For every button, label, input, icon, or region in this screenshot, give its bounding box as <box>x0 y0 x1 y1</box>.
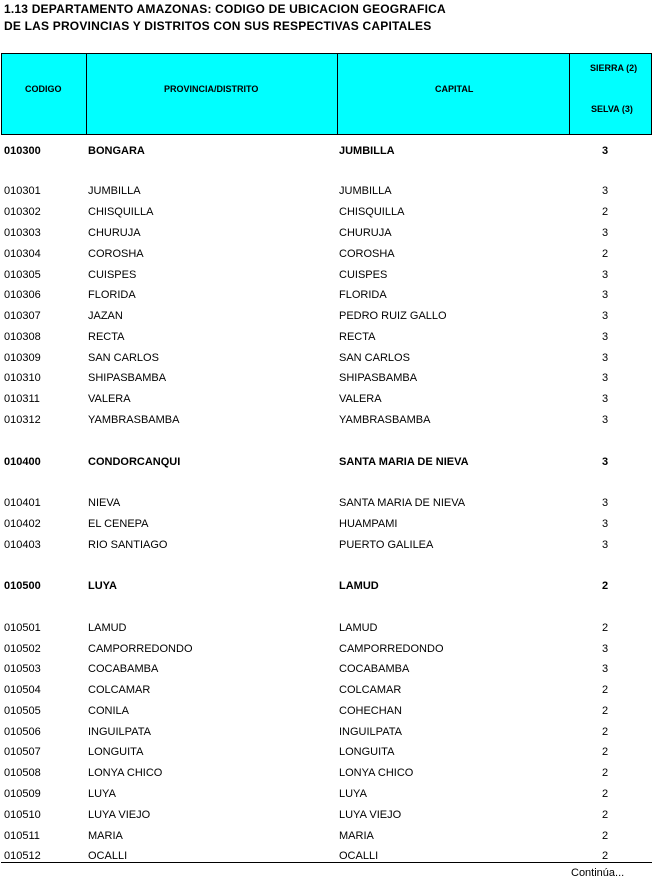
table-row <box>0 663 656 677</box>
cell-provincia-distrito: CHURUJA <box>88 227 141 239</box>
cell-region: 2 <box>601 726 609 738</box>
cell-codigo: 010505 <box>4 705 41 717</box>
header-capital: CAPITAL <box>435 84 474 94</box>
cell-capital: LUYA VIEJO <box>339 809 402 821</box>
cell-provincia-distrito: RIO SANTIAGO <box>88 539 168 551</box>
cell-region: 3 <box>601 227 609 239</box>
cell-provincia-distrito: LUYA <box>88 788 116 800</box>
cell-provincia-distrito: CONILA <box>88 705 129 717</box>
cell-capital: YAMBRASBAMBA <box>339 414 431 426</box>
cell-region: 3 <box>601 289 609 301</box>
table-row <box>0 539 656 553</box>
cell-provincia-distrito: FLORIDA <box>88 289 136 301</box>
cell-capital: LONYA CHICO <box>339 767 414 779</box>
cell-codigo: 010403 <box>4 539 41 551</box>
cell-codigo: 010506 <box>4 726 41 738</box>
cell-capital: LONGUITA <box>339 746 395 758</box>
table-row <box>0 289 656 303</box>
cell-capital: COROSHA <box>339 248 395 260</box>
cell-codigo: 010502 <box>4 643 41 655</box>
cell-capital: PUERTO GALILEA <box>339 539 434 551</box>
cell-provincia-distrito: JUMBILLA <box>88 185 141 197</box>
cell-capital: SANTA MARIA DE NIEVA <box>339 497 466 509</box>
cell-provincia-distrito: RECTA <box>88 331 125 343</box>
table-bottom-rule <box>1 862 652 863</box>
cell-region: 2 <box>601 746 609 758</box>
cell-codigo: 010511 <box>4 830 40 842</box>
page-subtitle: DE LAS PROVINCIAS Y DISTRITOS CON SUS RESPECTIVAS CAPITALES <box>4 19 432 33</box>
cell-codigo: 010400 <box>4 456 41 468</box>
cell-region: 2 <box>601 684 609 696</box>
table-row <box>0 497 656 511</box>
table-row <box>0 185 656 199</box>
cell-provincia-distrito: CUISPES <box>88 269 137 281</box>
cell-capital: CHISQUILLA <box>339 206 405 218</box>
cell-region: 2 <box>601 767 609 779</box>
cell-region: 2 <box>601 809 609 821</box>
cell-codigo: 010508 <box>4 767 41 779</box>
cell-codigo: 010303 <box>4 227 41 239</box>
cell-capital: SAN CARLOS <box>339 352 410 364</box>
table-row <box>0 809 656 823</box>
cell-provincia-distrito: CHISQUILLA <box>88 206 154 218</box>
table-row <box>0 726 656 740</box>
cell-capital: COCABAMBA <box>339 663 410 675</box>
cell-region: 3 <box>601 643 609 655</box>
cell-codigo: 010307 <box>4 310 41 322</box>
header-codigo: CODIGO <box>25 84 62 94</box>
cell-codigo: 010311 <box>4 393 40 405</box>
cell-capital: VALERA <box>339 393 382 405</box>
cell-codigo: 010304 <box>4 248 41 260</box>
cell-codigo: 010309 <box>4 352 41 364</box>
cell-capital: COHECHAN <box>339 705 402 717</box>
cell-codigo: 010500 <box>4 580 41 592</box>
cell-region: 2 <box>601 830 609 842</box>
cell-capital: PEDRO RUIZ GALLO <box>339 310 447 322</box>
cell-provincia-distrito: INGUILPATA <box>88 726 151 738</box>
cell-provincia-distrito: MARIA <box>88 830 123 842</box>
table-row <box>0 310 656 324</box>
cell-provincia-distrito: LONYA CHICO <box>88 767 163 779</box>
table-row <box>0 767 656 781</box>
cell-capital: SANTA MARIA DE NIEVA <box>339 456 469 468</box>
cell-provincia-distrito: VALERA <box>88 393 131 405</box>
cell-provincia-distrito: JAZAN <box>88 310 123 322</box>
cell-codigo: 010301 <box>4 185 41 197</box>
table-row <box>0 518 656 532</box>
cell-codigo: 010302 <box>4 206 41 218</box>
cell-codigo: 010504 <box>4 684 41 696</box>
cell-region: 3 <box>601 663 609 675</box>
cell-codigo: 010507 <box>4 746 41 758</box>
cell-codigo: 010503 <box>4 663 41 675</box>
cell-capital: INGUILPATA <box>339 726 402 738</box>
cell-region: 3 <box>601 145 609 157</box>
cell-codigo: 010510 <box>4 809 41 821</box>
cell-capital: CAMPORREDONDO <box>339 643 444 655</box>
cell-region: 2 <box>601 850 609 862</box>
cell-region: 2 <box>601 248 609 260</box>
cell-region: 3 <box>601 539 609 551</box>
cell-provincia-distrito: LONGUITA <box>88 746 144 758</box>
cell-codigo: 010306 <box>4 289 41 301</box>
cell-capital: JUMBILLA <box>339 185 392 197</box>
cell-capital: RECTA <box>339 331 376 343</box>
cell-codigo: 010402 <box>4 518 41 530</box>
cell-capital: SHIPASBAMBA <box>339 372 418 384</box>
table-row <box>0 393 656 407</box>
cell-codigo: 010509 <box>4 788 41 800</box>
table-row <box>0 331 656 345</box>
cell-provincia-distrito: OCALLI <box>88 850 128 862</box>
cell-region: 3 <box>601 352 609 364</box>
cell-codigo: 010310 <box>4 372 41 384</box>
table-row <box>0 372 656 386</box>
table-row <box>0 269 656 283</box>
cell-region: 3 <box>601 518 609 530</box>
cell-capital: MARIA <box>339 830 374 842</box>
cell-capital: OCALLI <box>339 850 379 862</box>
table-row <box>0 684 656 698</box>
cell-region: 2 <box>601 705 609 717</box>
table-header <box>1 53 652 135</box>
continued-note: Continúa... <box>571 867 625 879</box>
cell-provincia-distrito: SAN CARLOS <box>88 352 159 364</box>
cell-capital: LAMUD <box>339 622 378 634</box>
cell-codigo: 010501 <box>4 622 41 634</box>
cell-provincia-distrito: YAMBRASBAMBA <box>88 414 180 426</box>
table-row <box>0 788 656 802</box>
cell-provincia-distrito: SHIPASBAMBA <box>88 372 167 384</box>
cell-provincia-distrito: BONGARA <box>88 145 145 157</box>
province-row <box>0 456 656 470</box>
cell-capital: COLCAMAR <box>339 684 402 696</box>
cell-region: 3 <box>601 269 609 281</box>
cell-provincia-distrito: EL CENEPA <box>88 518 149 530</box>
table-row <box>0 830 656 844</box>
header-sierra: SIERRA (2) <box>590 63 638 73</box>
page-title: 1.13 DEPARTAMENTO AMAZONAS: CODIGO DE UBICACION GEOGRAFICA <box>4 2 446 16</box>
cell-region: 3 <box>601 497 609 509</box>
cell-region: 2 <box>601 580 609 592</box>
cell-capital: LAMUD <box>339 580 379 592</box>
cell-provincia-distrito: LUYA VIEJO <box>88 809 151 821</box>
cell-capital: CHURUJA <box>339 227 392 239</box>
cell-provincia-distrito: LAMUD <box>88 622 127 634</box>
cell-provincia-distrito: NIEVA <box>88 497 121 509</box>
cell-provincia-distrito: CONDORCANQUI <box>88 456 181 468</box>
cell-capital: CUISPES <box>339 269 388 281</box>
cell-provincia-distrito: COLCAMAR <box>88 684 151 696</box>
header-provincia-distrito: PROVINCIA/DISTRITO <box>164 84 259 94</box>
cell-region: 3 <box>601 456 609 468</box>
cell-region: 3 <box>601 331 609 343</box>
table-row <box>0 414 656 428</box>
cell-capital: LUYA <box>339 788 367 800</box>
cell-region: 3 <box>601 310 609 322</box>
cell-region: 2 <box>601 788 609 800</box>
table-row <box>0 227 656 241</box>
header-selva: SELVA (3) <box>591 104 633 114</box>
cell-region: 3 <box>601 414 609 426</box>
cell-region: 3 <box>601 185 609 197</box>
cell-capital: JUMBILLA <box>339 145 395 157</box>
table-row <box>0 206 656 220</box>
cell-region: 2 <box>601 206 609 218</box>
cell-codigo: 010312 <box>4 414 41 426</box>
cell-provincia-distrito: CAMPORREDONDO <box>88 643 193 655</box>
cell-provincia-distrito: LUYA <box>88 580 117 592</box>
cell-codigo: 010512 <box>4 850 41 862</box>
cell-provincia-distrito: COROSHA <box>88 248 144 260</box>
table-row <box>0 248 656 262</box>
table-row <box>0 705 656 719</box>
province-row <box>0 580 656 594</box>
cell-region: 3 <box>601 372 609 384</box>
cell-capital: FLORIDA <box>339 289 387 301</box>
cell-region: 3 <box>601 393 609 405</box>
table-row <box>0 622 656 636</box>
cell-codigo: 010300 <box>4 145 41 157</box>
cell-codigo: 010401 <box>4 497 41 509</box>
cell-provincia-distrito: COCABAMBA <box>88 663 159 675</box>
cell-codigo: 010308 <box>4 331 41 343</box>
table-row <box>0 746 656 760</box>
table-row <box>0 352 656 366</box>
table-row <box>0 643 656 657</box>
header-region <box>570 54 652 134</box>
cell-capital: HUAMPAMI <box>339 518 398 530</box>
province-row <box>0 145 656 159</box>
cell-region: 2 <box>601 622 609 634</box>
cell-codigo: 010305 <box>4 269 41 281</box>
